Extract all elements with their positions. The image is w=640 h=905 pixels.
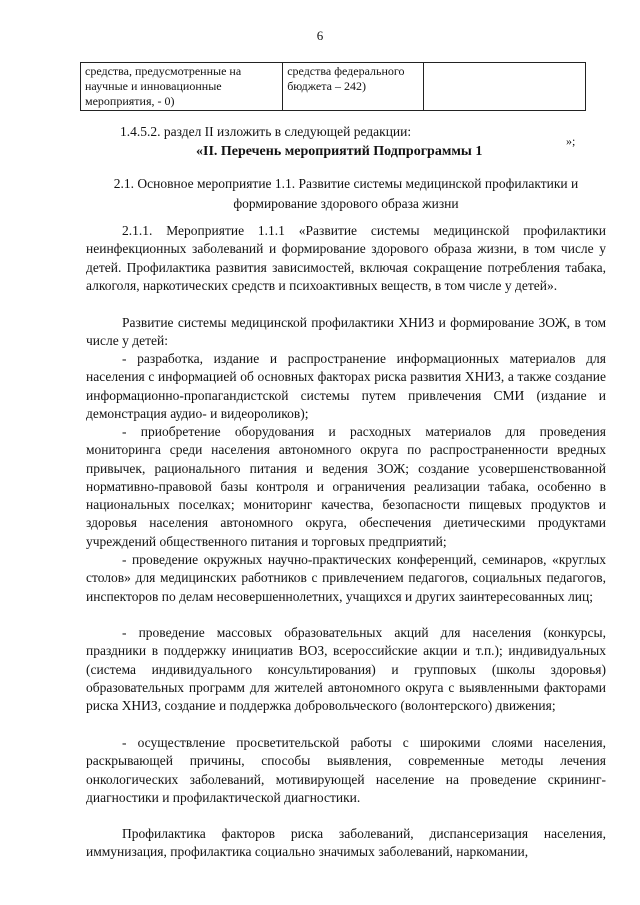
paragraph: Профилактика факторов риска заболеваний, диспансеризация населения, иммунизация, профилактика социально значимых заболеваний, наркомании, (86, 826, 606, 860)
table-cell (424, 63, 586, 111)
closing-quote-mark: »; (566, 134, 576, 148)
page-number: 6 (316, 28, 324, 43)
table-row (81, 63, 586, 111)
table-cell: средства, предусмотренные на научные и инновационные мероприятия, - 0) (81, 63, 283, 111)
paragraph: - приобретение оборудования и расходных материалов для проведения мониторинга среди населения автономного округа по распространенности вредных привычек, рационального питания и ведения ЗОЖ; создание усовершенствованной нормативно-правовой базы контроля и ограничения реализации табака, особенно в национальных поселках; мониторинг качества, безопасности пищевых продуктов и здоровья населения автономного округа, обеспечения диетическими продуктами учреждений общественного питания и торговых предприятий; (86, 424, 606, 549)
paragraph: - проведение окружных научно-практических конференций, семинаров, «круглых столов» для медицинских работников с привлечением педагогов, социальных педагогов, инспекторов по делам несовершеннолетних, учащихся и других заинтересованных лиц; (86, 552, 606, 604)
paragraph: 2.1.1. Мероприятие 1.1.1 «Развитие системы медицинской профилактики неинфекционных заболеваний и формирование здорового образа жизни, в том числе у детей. Профилактика развития зависимостей, включая сокращение потребления табака, алкоголя, наркотических средств и психоактивных веществ, в том числе у детей». (86, 223, 606, 293)
paragraph: - разработка, издание и распространение информационных материалов для населения с информацией об основных факторах риска развития ХНИЗ, а также создание информационно-пропагандистской системы путем привлечения СМИ (издание и демонстрация аудио- и видеороликов); (86, 351, 606, 421)
paragraph: - проведение массовых образовательных акций для населения (конкурсы, праздники в поддержку инициатив ВОЗ, всероссийские акции и т.п.); индивидуальных (система индивидуального консультирования) и групповых (школы здоровья) образовательных программ для жителей автономного округа с выявленными факторами риска ХНИЗ, создание и поддержка добровольческого (волонтерского) движения; (86, 625, 606, 714)
paragraph: Развитие системы медицинской профилактики ХНИЗ и формирование ЗОЖ, в том числе у детей: (86, 315, 606, 349)
subsection-title: 2.1. Основное мероприятие 1.1. Развитие системы медицинской профилактики и формирование здорового образа жизни (113, 176, 579, 211)
amendment-clause: 1.4.5.2. раздел II изложить в следующей редакции: (120, 124, 412, 139)
continuation-table (80, 62, 586, 111)
paragraph: - осуществление просветительской работы с широкими слоями населения, раскрывающей причины, способы выявления, современные методы лечения онкологических заболеваний, мотивирующей население на проведение скрининг-диагностики и профилактической диагностики. (86, 735, 606, 805)
section-title: «II. Перечень мероприятий Подпрограммы 1 (196, 144, 483, 159)
table-cell: средства федерального бюджета – 242) (283, 63, 424, 111)
